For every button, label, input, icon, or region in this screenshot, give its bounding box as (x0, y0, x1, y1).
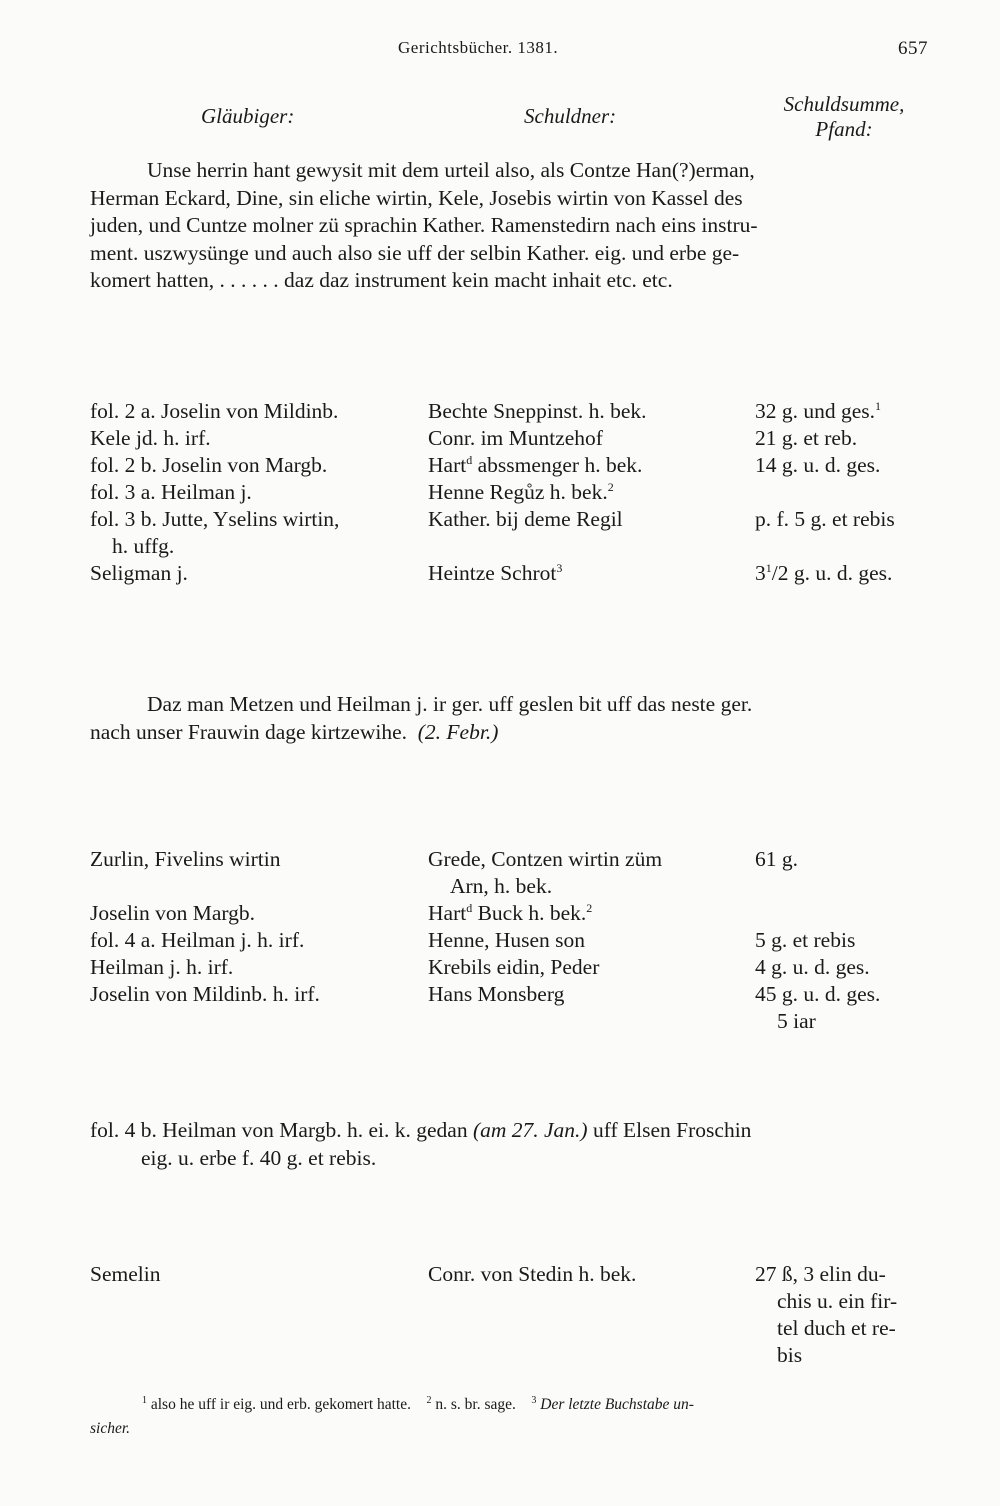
creditor-cell: Joselin von Margb. (90, 901, 256, 925)
creditor-text: fol. 3 b. Jutte, Yselins wirtin, (90, 507, 340, 531)
date-annotation: (2. Febr.) (417, 719, 499, 744)
paragraph-line: Daz man Metzen und Heilman j. ir ger. uff geslen bit uff das neste ger. (147, 692, 753, 716)
footnote-ref: 1 (875, 398, 882, 413)
debtor-cell: Henne, Husen son (428, 928, 586, 952)
creditor-continuation: h. uffg. (112, 534, 175, 558)
footnote-ref: 3 (556, 560, 563, 575)
amount-text: 3 (755, 561, 766, 585)
debtor-cell (428, 560, 562, 587)
creditor-cell: Seligman j. (90, 561, 188, 585)
debtor-cell (428, 846, 662, 900)
entry-block-1 (0, 398, 1000, 587)
amount-text: 45 g. u. d. ges. (755, 982, 881, 1006)
amount-cell: p. f. 5 g. et rebis (755, 507, 895, 531)
amount-line: chis u. ein fir- (777, 1289, 898, 1313)
paragraph-line: juden, und Cuntze molner zü sprachin Kather. Ramenstedirn nach eins instru- (90, 213, 758, 237)
footnote-ref: 2 (586, 900, 593, 915)
entry-row (0, 506, 1000, 560)
paragraph-pledge (90, 1117, 933, 1172)
superscript: d (466, 452, 473, 467)
entry-block-2 (0, 846, 1000, 1035)
creditor-cell: Semelin (90, 1262, 161, 1286)
entry-row (0, 1261, 1000, 1369)
amount-cell (755, 1261, 897, 1369)
column-header-amount-line2: Pfand: (815, 117, 873, 141)
date-annotation: (am 27. Jan.) (472, 1118, 588, 1142)
footnote-number: 3 (531, 1394, 537, 1406)
superscript: 1 (765, 560, 772, 575)
running-head (0, 38, 1000, 68)
debtor-cell: Conr. von Stedin h. bek. (428, 1262, 637, 1286)
creditor-cell: fol. 4 a. Heilman j. h. irf. (90, 928, 305, 952)
amount-line: 27 ß, 3 elin du- (755, 1262, 886, 1286)
entry-row (0, 479, 1000, 506)
amount-cell: 4 g. u. d. ges. (755, 955, 870, 979)
debtor-cell (428, 900, 592, 927)
entry-block-3 (0, 1261, 1000, 1369)
creditor-cell: Zurlin, Fivelins wirtin (90, 847, 281, 871)
debtor-continuation: Arn, h. bek. (450, 874, 553, 898)
paragraph-adjournment (90, 691, 933, 746)
creditor-cell (90, 506, 339, 560)
footnote-text: also he uff ir eig. und erb. gekomert hatte. (147, 1396, 411, 1413)
amount-cell: 5 g. et rebis (755, 928, 856, 952)
creditor-cell: fol. 2 a. Joselin von Mildinb. (90, 399, 339, 423)
paragraph-line: komert hatten, . . . . . . daz daz instrument kein macht inhait etc. etc. (90, 268, 673, 292)
paragraph-line: Unse herrin hant gewysit mit dem urteil also, als Contze Han(?)erman, (147, 158, 755, 182)
paragraph-line (90, 1117, 933, 1145)
amount-line: tel duch et re- (777, 1316, 896, 1340)
footnotes (90, 1393, 933, 1441)
column-header-creditor: Gläubiger: (201, 104, 295, 128)
amount-line: bis (777, 1343, 803, 1367)
entry-row (0, 425, 1000, 452)
amount-cell (755, 560, 892, 587)
debtor-text: abssmenger h. bek. (472, 453, 643, 477)
debtor-cell: Hans Monsberg (428, 982, 565, 1006)
paragraph-line: ment. uszwysünge und auch also sie uff der selbin Kather. eig. und erbe ge- (90, 240, 740, 265)
debtor-cell (428, 452, 642, 479)
paragraph-text: uff Elsen Froschin (587, 1118, 752, 1142)
entry-row (0, 452, 1000, 479)
entry-row (0, 398, 1000, 425)
column-header-debtor: Schuldner: (524, 104, 617, 128)
debtor-cell: Conr. im Muntzehof (428, 426, 603, 450)
amount-cell: 14 g. u. d. ges. (755, 453, 881, 477)
amount-cell: 21 g. et reb. (755, 426, 858, 450)
amount-cell (755, 398, 881, 425)
creditor-cell: fol. 3 a. Heilman j. (90, 480, 252, 504)
debtor-text: Hart (428, 453, 467, 477)
debtor-cell: Bechte Sneppinst. h. bek. (428, 399, 647, 423)
paragraph-text: fol. 4 b. Heilman von Margb. h. ei. k. gedan (90, 1118, 473, 1142)
debtor-text: Heintze Schrot (428, 561, 557, 585)
entry-row (0, 927, 1000, 954)
footnote-number: 1 (142, 1394, 147, 1406)
amount-text: /2 g. u. d. ges. (771, 561, 893, 585)
entry-row (0, 981, 1000, 1035)
paragraph-judgment (90, 157, 933, 295)
creditor-cell: Kele jd. h. irf. (90, 426, 211, 450)
column-header-amount-line1: Schuldsumme, (783, 92, 905, 116)
amount-cell: 61 g. (755, 847, 798, 871)
debtor-text: Buck h. bek. (472, 901, 587, 925)
footnote-line: sicher. (90, 1420, 131, 1437)
entry-row (0, 954, 1000, 981)
footnote-text: Der letzte Buchstabe un- (536, 1396, 694, 1413)
amount-continuation: 5 iar (777, 1009, 816, 1033)
entry-row (0, 900, 1000, 927)
entry-row (0, 846, 1000, 900)
paragraph-line: eig. u. erbe f. 40 g. et rebis. (141, 1145, 377, 1170)
page-number: 657 (898, 38, 928, 59)
paragraph-text: nach unser Frauwin dage kirtzewihe. (90, 719, 408, 744)
entry-row (0, 560, 1000, 587)
debtor-cell: Kather. bij deme Regil (428, 507, 623, 531)
debtor-cell: Krebils eidin, Peder (428, 955, 600, 979)
running-title: Gerichtsbücher. 1381. (398, 38, 559, 57)
footnote-text: n. s. br. sage. (431, 1396, 516, 1413)
debtor-text: Hart (428, 901, 467, 925)
footnote-number: 2 (426, 1394, 432, 1406)
footnote-ref: 2 (607, 479, 614, 494)
creditor-cell: Heilman j. h. irf. (90, 955, 234, 979)
creditor-cell: Joselin von Mildinb. h. irf. (90, 982, 320, 1006)
footnote-line (90, 1393, 933, 1417)
debtor-text: Grede, Contzen wirtin züm (428, 847, 663, 871)
column-header-amount (768, 92, 920, 142)
amount-cell (755, 981, 880, 1035)
debtor-text: Henne Regůz h. bek. (428, 480, 608, 504)
debtor-cell (428, 479, 614, 506)
paragraph-line (90, 719, 933, 747)
paragraph-line: Herman Eckard, Dine, sin eliche wirtin, Kele, Josebis wirtin von Kassel des (90, 185, 743, 210)
superscript: d (466, 900, 473, 915)
creditor-cell: fol. 2 b. Joselin von Margb. (90, 453, 328, 477)
amount-text: 32 g. und ges. (755, 399, 876, 423)
